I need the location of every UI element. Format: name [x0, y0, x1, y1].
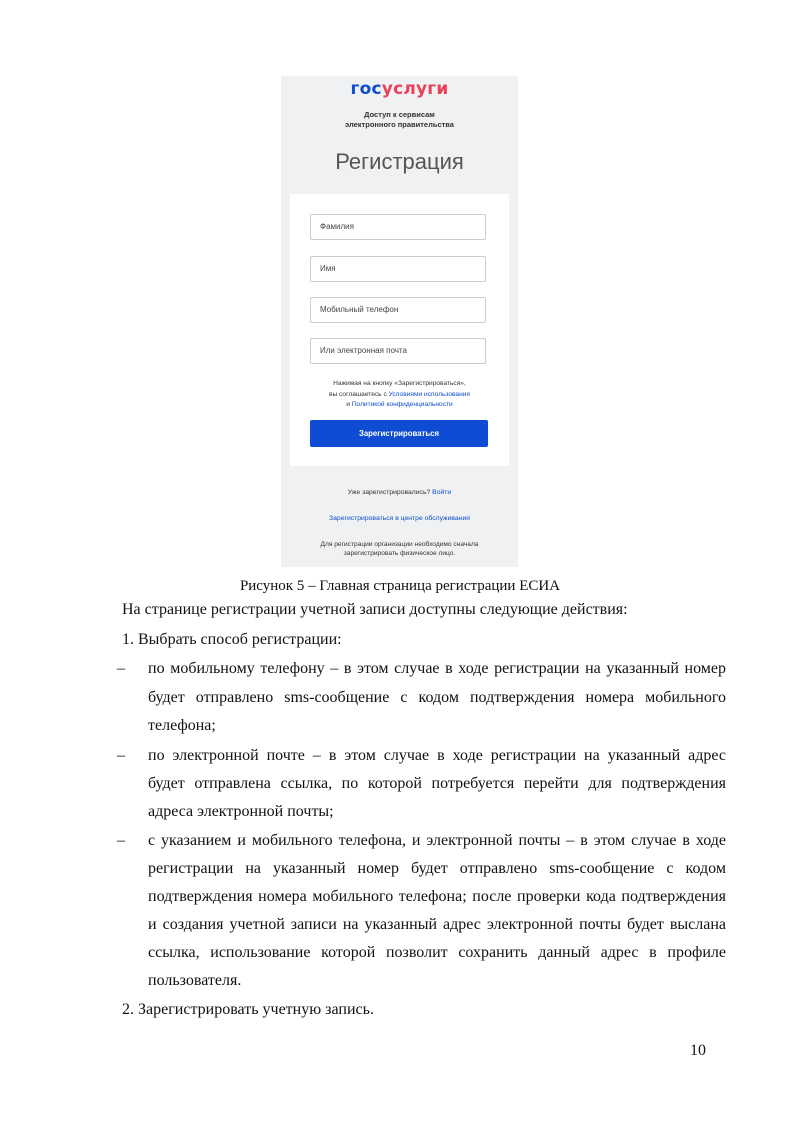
bullet-1-line: телефона; [148, 717, 216, 734]
terms-of-use-link[interactable]: Условиями использования [388, 390, 470, 398]
email-field[interactable]: Или электронная почта [310, 338, 486, 364]
already-registered: Уже зарегистрировались? Войти [347, 489, 452, 496]
registration-title: Регистрация [335, 149, 464, 174]
login-link[interactable]: Войти [432, 489, 452, 496]
bullet-3-line: с указанием и мобильного телефона, и электронной почты – в этом случае в ходе [148, 832, 726, 849]
last-name-field[interactable]: Фамилия [310, 214, 486, 240]
registration-form-card [290, 194, 509, 466]
bullet-2-line: по электронной почте – в этом случае в ходе регистрации на указанный адрес [148, 747, 726, 764]
bullet-1-line: будет отправлено sms-сообщение с кодом подтверждения номера мобильного [148, 689, 726, 706]
bullet-2-line: будет отправлена ссылка, по которой потребуется перейти для подтверждения [148, 775, 726, 792]
tagline: Доступ к сервисам электронного правительства [345, 110, 454, 129]
mobile-phone-field[interactable]: Мобильный телефон [310, 297, 486, 323]
bullet-3-line: пользователя. [148, 972, 242, 989]
first-name-field[interactable]: Имя [310, 256, 486, 282]
intro-paragraph: На странице регистрации учетной записи доступны следующие действия: [122, 601, 628, 618]
terms-notice: Нажимая на кнопку «Зарегистрироваться», вы соглашаетесь с Условиями использования и Политикой конфиденциальности [328, 380, 470, 408]
bullet-1-line: по мобильному телефону – в этом случае в ходе регистрации на указанный номер [148, 660, 726, 677]
registration-screenshot [281, 76, 518, 567]
page-number: 10 [690, 1042, 706, 1059]
bullet-3-line: ссылка, использование которой позволит сохранить данный адрес в профиле [148, 944, 726, 961]
list-item-1: 1. Выбрать способ регистрации: [122, 631, 342, 648]
bullet-dash: – [117, 660, 125, 677]
list-item-2: 2. Зарегистрировать учетную запись. [122, 1001, 374, 1018]
bullet-3-line: подтверждения номера мобильного телефона; после проверки кода подтверждения [148, 888, 726, 905]
organization-note: Для регистрации организации необходимо сначала зарегистрировать физическое лицо. [320, 541, 479, 557]
service-center-link[interactable]: Зарегистрироваться в центре обслуживания [329, 515, 470, 522]
bullet-dash: – [117, 747, 125, 764]
bullet-3-line: регистрации на указанный номер будет отправлено sms-сообщение с кодом [148, 860, 726, 877]
bullet-3-line: и создания учетной записи на указанный адрес электронной почты будет выслана [148, 916, 726, 933]
gosuslugi-logo[interactable]: госуслуги [350, 79, 449, 99]
register-button[interactable]: Зарегистрироваться [310, 420, 488, 447]
bullet-2-line: адреса электронной почты; [148, 803, 334, 820]
privacy-policy-link[interactable]: Политикой конфиденциальности [351, 401, 453, 408]
bullet-dash: – [117, 832, 125, 849]
figure-caption: Рисунок 5 – Главная страница регистрации ЕСИА [239, 578, 561, 594]
